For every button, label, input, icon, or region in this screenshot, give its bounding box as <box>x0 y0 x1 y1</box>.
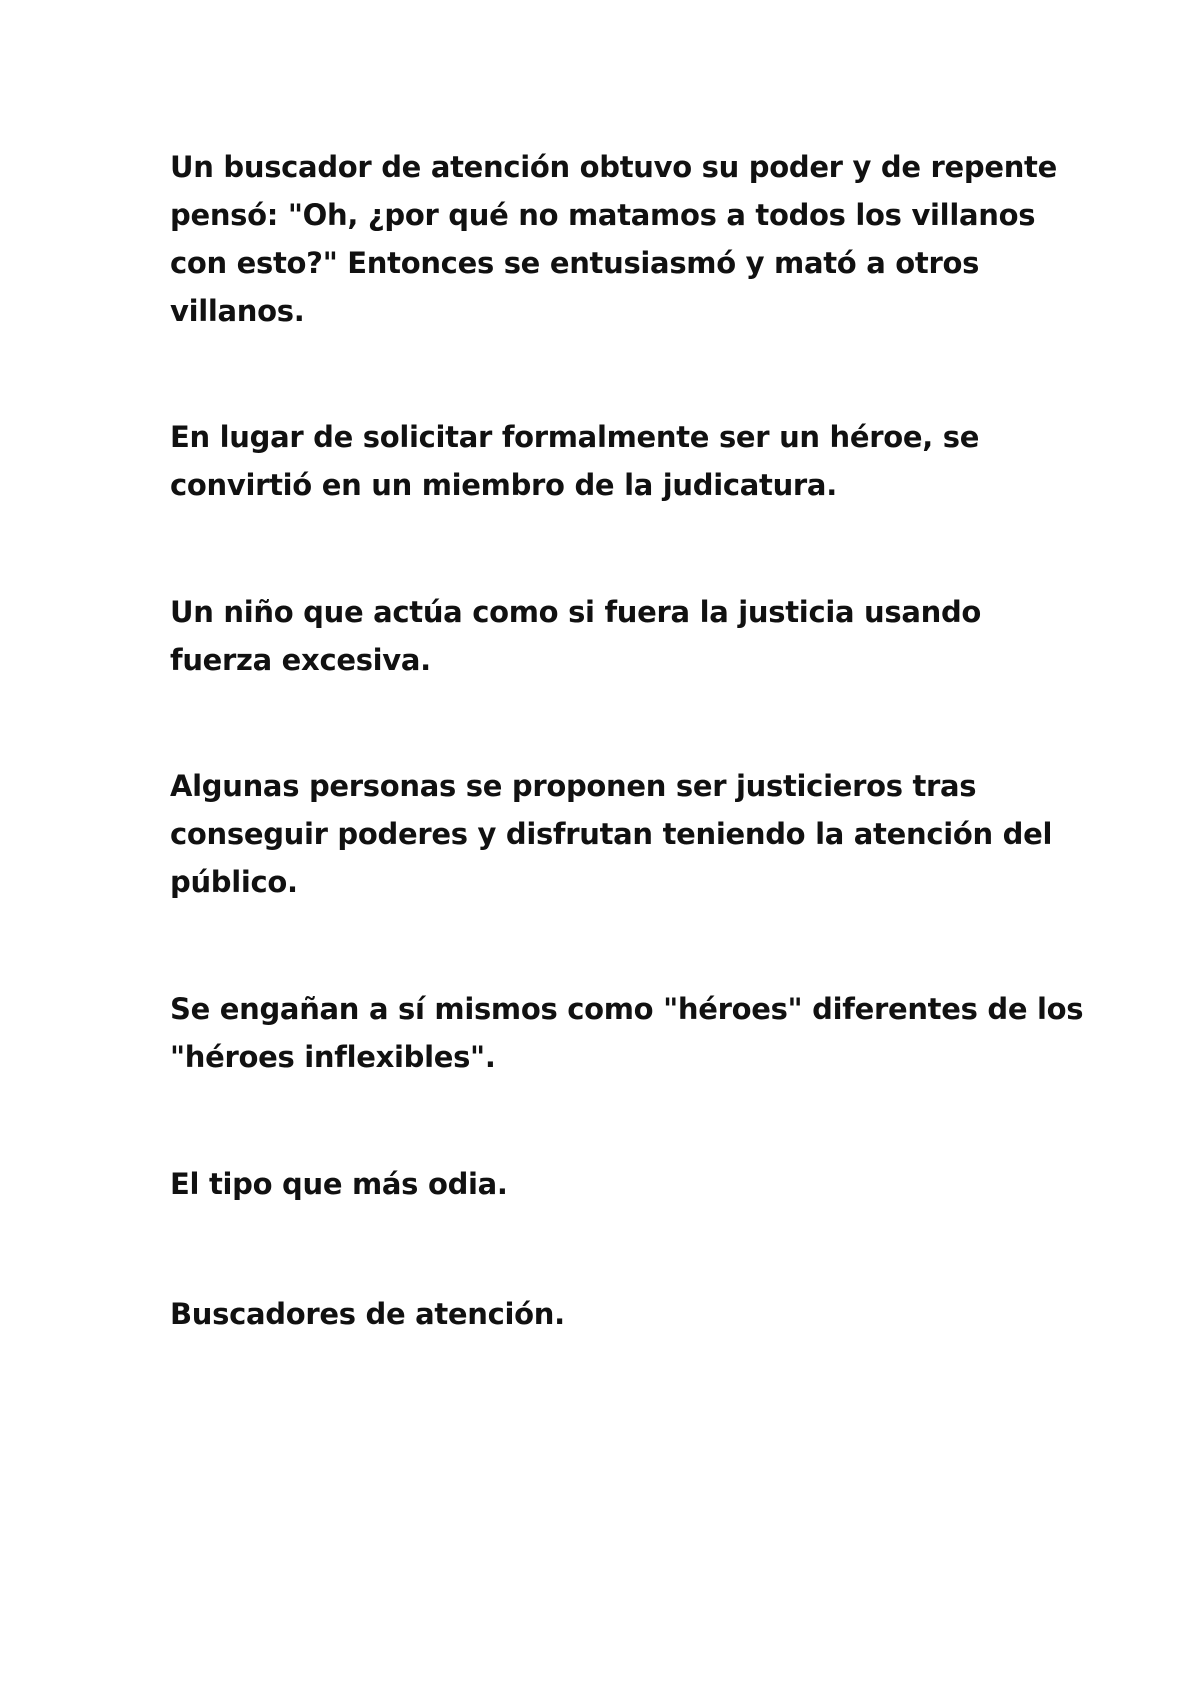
paragraph-line: El tipo que más odia. <box>170 1167 508 1201</box>
paragraph-line: con esto?" Entonces se entusiasmó y mató a otros <box>170 246 980 280</box>
paragraph-4 <box>170 762 1053 906</box>
paragraph-2 <box>170 413 1050 509</box>
paragraph-line: Un niño que actúa como si fuera la justicia usando <box>170 595 982 629</box>
paragraph-line: público. <box>170 865 298 899</box>
paragraph-line: Buscadores de atención. <box>170 1297 565 1331</box>
paragraph-1 <box>170 143 1057 335</box>
paragraph-line: Se engañan a sí mismos como "héroes" diferentes de los <box>170 992 1084 1026</box>
paragraph-5 <box>170 985 1084 1081</box>
paragraph-3 <box>170 588 1050 684</box>
paragraph-6 <box>170 1160 1050 1208</box>
paragraph-line: Un buscador de atención obtuvo su poder y de repente <box>170 150 1057 184</box>
paragraph-line: En lugar de solicitar formalmente ser un héroe, se <box>170 420 980 454</box>
paragraph-line: convirtió en un miembro de la judicatura. <box>170 468 837 502</box>
paragraph-line: conseguir poderes y disfrutan teniendo la atención del <box>170 817 1053 851</box>
paragraph-line: "héroes inflexibles". <box>170 1040 496 1074</box>
paragraph-line: villanos. <box>170 294 305 328</box>
paragraph-line: pensó: "Oh, ¿por qué no matamos a todos los villanos <box>170 198 1036 232</box>
paragraph-7 <box>170 1290 1050 1338</box>
paragraph-line: Algunas personas se proponen ser justicieros tras <box>170 769 977 803</box>
paragraph-line: fuerza excesiva. <box>170 643 431 677</box>
